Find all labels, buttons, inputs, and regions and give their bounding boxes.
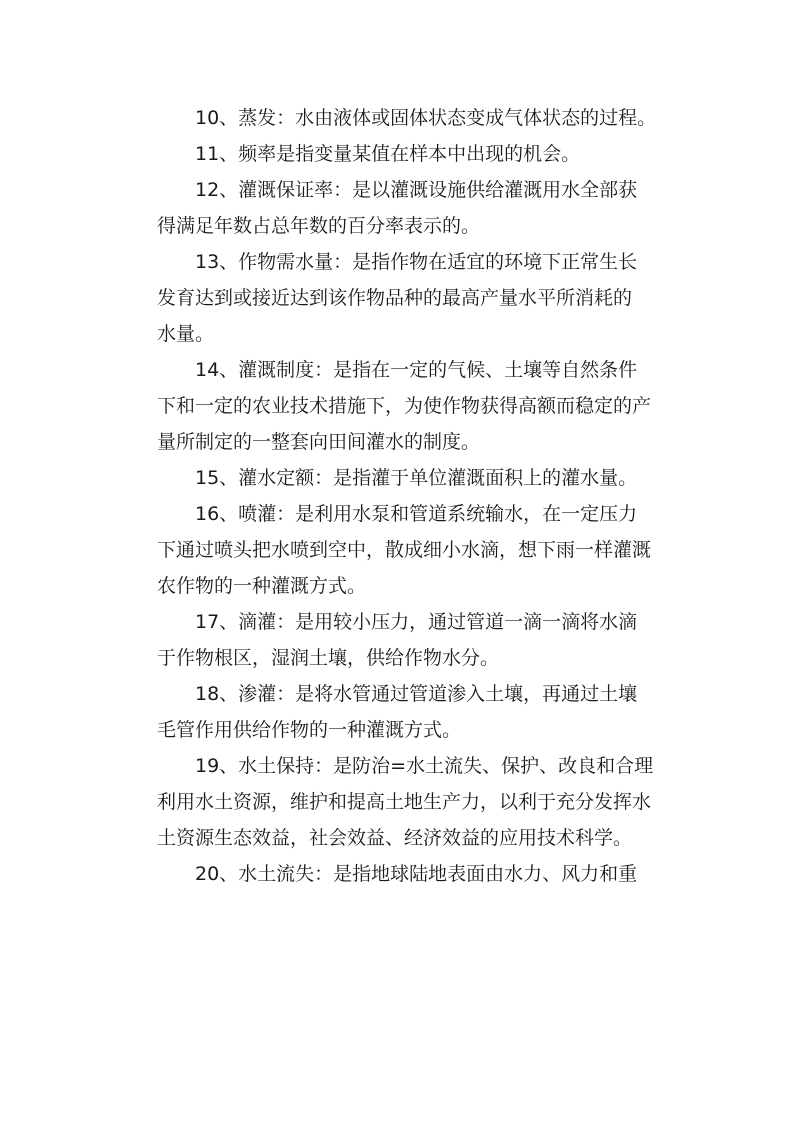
definition-irrigation-schedule — [119, 352, 679, 460]
text-line: 14、灌溉制度：是指在一定的气候、土壤等自然条件 — [195, 359, 638, 381]
text-line: 16、喷灌：是利用水泵和管道系统输水，在一定压力 — [195, 503, 638, 525]
definition-crop-water-requirement — [119, 244, 679, 352]
text-line: 量所制定的一整套向田间灌水的制度。 — [157, 431, 481, 453]
text-line: 土资源生态效益，社会效益、经济效益的应用技术科学。 — [157, 827, 633, 849]
text-line: 下和一定的农业技术措施下，为使作物获得高额而稳定的产 — [157, 395, 652, 417]
text-line: 10、蒸发：水由液体或固体状态变成气体状态的过程。 — [195, 107, 657, 129]
definition-evaporation — [119, 100, 679, 136]
text-line: 发育达到或接近达到该作物品种的最高产量水平所消耗的 — [157, 287, 633, 309]
text-line: 11、频率是指变量某值在样本中出现的机会。 — [195, 143, 581, 165]
text-line: 19、水土保持：是防治=水土流失、保护、改良和合理 — [195, 755, 654, 777]
definition-sprinkler-irrigation — [119, 496, 679, 604]
text-line: 下通过喷头把水喷到空中，散成细小水滴，想下雨一样灌溉 — [157, 539, 652, 561]
text-line: 毛管作用供给作物的一种灌溉方式。 — [157, 719, 462, 741]
document-body — [119, 100, 679, 892]
text-line: 得满足年数占总年数的百分率表示的。 — [157, 215, 481, 237]
definition-soil-conservation — [119, 748, 679, 856]
text-line: 利用水土资源，维护和提高土地生产力，以利于充分发挥水 — [157, 791, 652, 813]
text-line: 15、灌水定额：是指灌于单位灌溉面积上的灌水量。 — [195, 467, 638, 489]
definition-irrigation-guarantee-rate — [119, 172, 679, 244]
text-line: 20、水土流失：是指地球陆地表面由水力、风力和重 — [195, 863, 638, 885]
text-line: 17、滴灌：是用较小压力，通过管道一滴一滴将水滴 — [195, 611, 638, 633]
definition-frequency — [119, 136, 679, 172]
definition-drip-irrigation — [119, 604, 679, 676]
text-line: 13、作物需水量：是指作物在适宜的环境下正常生长 — [195, 251, 638, 273]
text-line: 农作物的一种灌溉方式。 — [157, 575, 367, 597]
definition-subsurface-irrigation — [119, 676, 679, 748]
text-line: 于作物根区，湿润土壤，供给作物水分。 — [157, 647, 500, 669]
definition-irrigation-quota — [119, 460, 679, 496]
text-line: 水量。 — [157, 323, 215, 345]
definition-soil-erosion — [119, 856, 679, 892]
text-line: 18、渗灌：是将水管通过管道渗入土壤，再通过土壤 — [195, 683, 638, 705]
text-line: 12、灌溉保证率：是以灌溉设施供给灌溉用水全部获 — [195, 179, 638, 201]
